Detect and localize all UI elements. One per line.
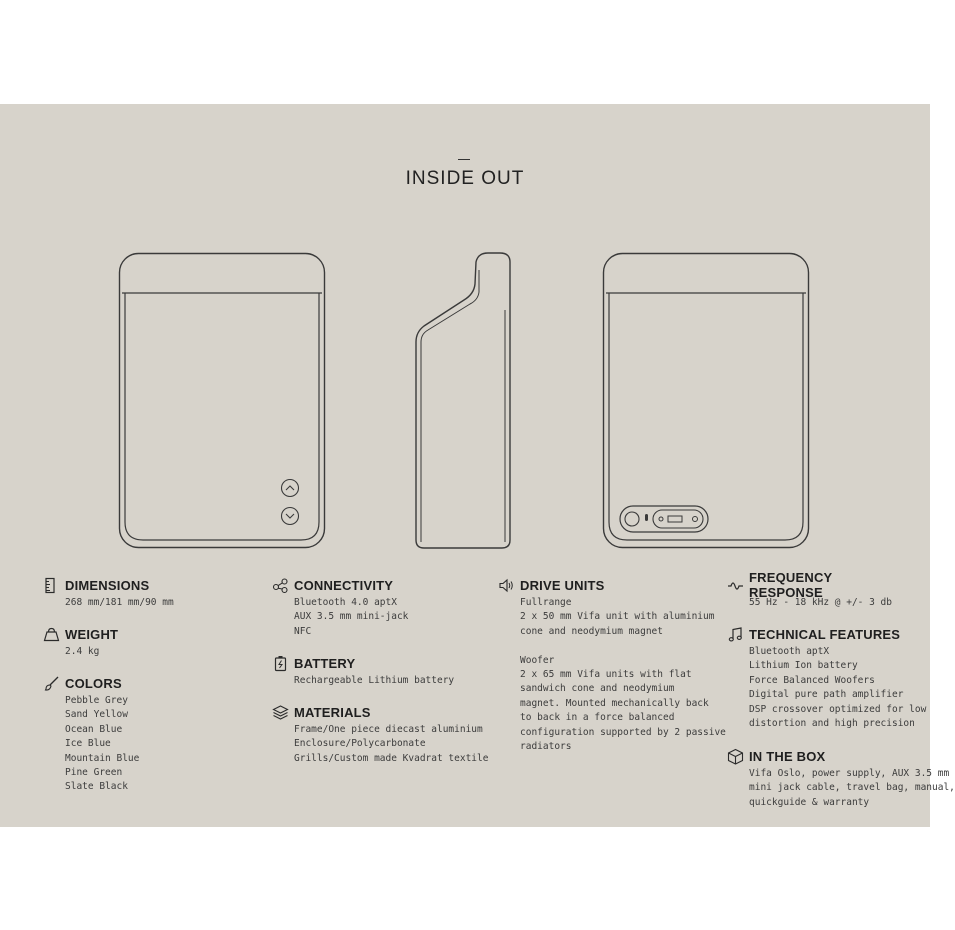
drive-units-line: Fullrange (520, 597, 572, 608)
spec-technical-features (727, 625, 926, 731)
drive-units-line: 2 x 65 mm Vifa units with flat (520, 669, 692, 681)
frequency-response-value: 55 Hz - 18 kHz @ +/- 3 db (749, 597, 892, 608)
music-note-icon (727, 626, 744, 643)
battery-value: Rechargeable Lithium battery (294, 675, 455, 686)
layers-icon (272, 704, 289, 721)
spec-weight (43, 625, 118, 659)
connectivity-label: CONNECTIVITY (294, 577, 394, 593)
materials-item: Enclosure/Polycarbonate (294, 738, 426, 750)
spec-frequency-response (727, 570, 892, 610)
drive-units-label: DRIVE UNITS (520, 577, 605, 593)
technical-feature-item: Bluetooth aptX (749, 646, 830, 657)
speaker-side-drawing (412, 250, 522, 552)
materials-item: Grills/Custom made Kvadrat textile (294, 752, 489, 764)
connectivity-item: AUX 3.5 mm mini-jack (294, 611, 409, 623)
color-item: Sand Yellow (65, 709, 128, 721)
in-the-box-line: mini jack cable, travel bag, manual, (749, 782, 955, 794)
share-icon (272, 577, 289, 594)
drive-units-line (520, 639, 726, 653)
technical-feature-item: Lithium Ion battery (749, 660, 858, 672)
volume-up-icon (282, 480, 299, 497)
in-the-box-label: IN THE BOX (749, 748, 826, 764)
connectivity-item: NFC (294, 625, 312, 637)
color-item: Ice Blue (65, 738, 111, 750)
technical-feature-item: Force Balanced Woofers (749, 674, 875, 686)
spec-in-the-box (727, 747, 955, 810)
wave-icon (727, 577, 744, 594)
spec-dimensions (43, 576, 174, 610)
spec-drive-units (498, 576, 726, 754)
spec-battery (272, 654, 454, 688)
weight-value: 2.4 kg (65, 646, 100, 657)
title-dash (458, 159, 470, 160)
connectivity-item: Bluetooth 4.0 aptX (294, 597, 397, 608)
spec-panel (0, 104, 955, 827)
spec-materials (272, 703, 488, 766)
technical-feature-item: distortion and high precision (749, 718, 915, 730)
speaker-back-drawing (602, 252, 812, 550)
spec-colors (43, 674, 139, 795)
speaker-front-drawing (118, 252, 328, 550)
frequency-response-label: FREQUENCY RESPONSE (749, 570, 833, 600)
battery-icon (272, 655, 289, 672)
drive-units-line: magnet. Mounted mechanically back (520, 697, 709, 709)
drive-units-line: cone and neodymium magnet (520, 625, 663, 637)
color-item: Pine Green (65, 767, 123, 779)
materials-item: Frame/One piece diecast aluminium (294, 724, 483, 735)
speaker-icon (498, 577, 515, 594)
technical-feature-item: Digital pure path amplifier (749, 689, 904, 701)
technical-features-label: TECHNICAL FEATURES (749, 626, 901, 642)
page-title: INSIDE OUT (405, 168, 525, 189)
color-item: Mountain Blue (65, 752, 140, 764)
color-item: Pebble Grey (65, 695, 128, 706)
weight-label: WEIGHT (65, 626, 119, 642)
dimensions-value: 268 mm/181 mm/90 mm (65, 597, 174, 608)
battery-label: BATTERY (294, 655, 356, 671)
back-connector-panel (620, 506, 708, 532)
in-the-box-line: Vifa Oslo, power supply, AUX 3.5 mm (749, 768, 950, 779)
in-the-box-line: quickguide & warranty (749, 796, 870, 808)
ruler-icon (43, 577, 60, 594)
volume-down-icon (282, 508, 299, 525)
color-item: Slate Black (65, 781, 128, 793)
drive-units-line: 2 x 50 mm Vifa unit with aluminium (520, 611, 715, 623)
drive-units-line: radiators (520, 741, 572, 753)
materials-label: MATERIALS (294, 704, 371, 720)
drive-units-line: to back in a force balanced (520, 712, 675, 724)
color-item: Ocean Blue (65, 723, 123, 735)
technical-feature-item: DSP crossover optimized for low (749, 703, 927, 715)
spec-connectivity (272, 576, 408, 639)
drive-units-line: sandwich cone and neodymium (520, 683, 675, 695)
box-icon (727, 748, 744, 765)
drive-units-line: Woofer (520, 654, 555, 666)
brush-icon (43, 675, 60, 692)
colors-label: COLORS (65, 675, 122, 691)
drive-units-line: configuration supported by 2 passive (520, 726, 726, 738)
weight-icon (43, 626, 60, 643)
dimensions-label: DIMENSIONS (65, 577, 150, 593)
